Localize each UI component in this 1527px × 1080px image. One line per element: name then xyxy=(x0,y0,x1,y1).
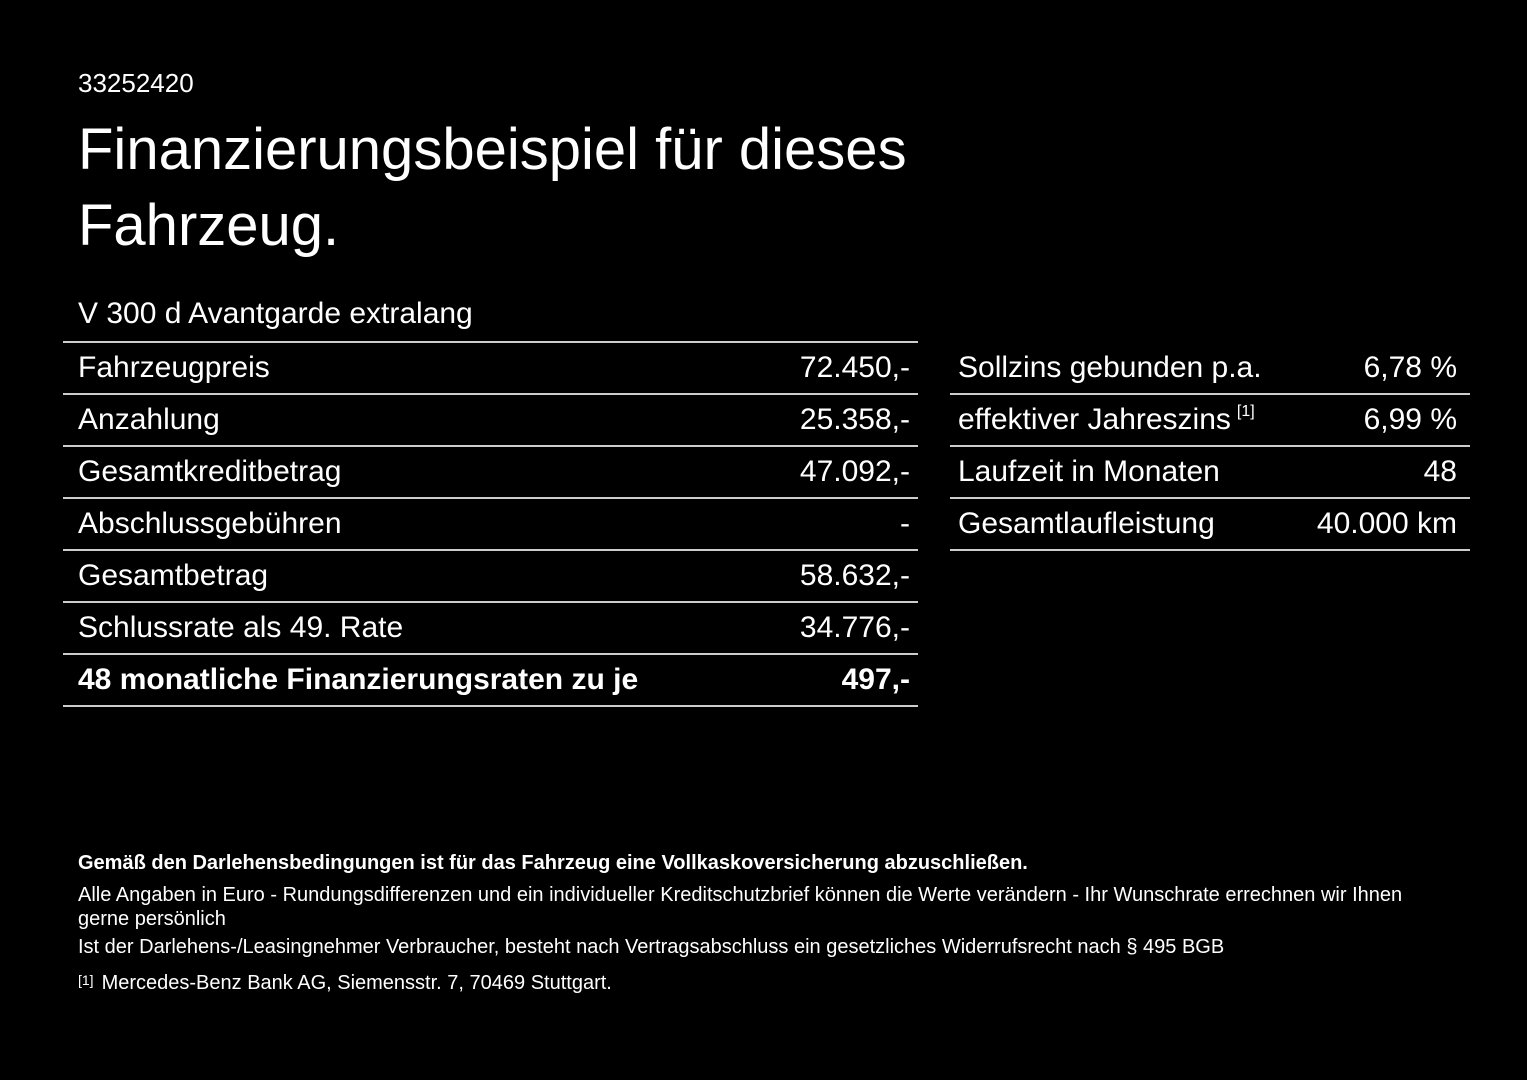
row-label: Laufzeit in Monaten xyxy=(958,455,1220,488)
row-value: 58.632,- xyxy=(799,559,910,592)
row-value: 25.358,- xyxy=(799,403,910,436)
footnotes-section xyxy=(78,851,1458,996)
page-title-line-1: Finanzierungsbeispiel für dieses xyxy=(78,117,907,182)
footnote-marker: [1] xyxy=(1236,403,1255,420)
row-label: Schlussrate als 49. Rate xyxy=(78,611,404,644)
row-label: Abschlussgebühren xyxy=(78,507,342,540)
row-value: 6,99 % xyxy=(1363,403,1457,436)
row-value: 34.776,- xyxy=(799,611,910,644)
table-row-schlussrate xyxy=(63,603,918,655)
table-row-anzahlung xyxy=(63,395,918,447)
insurance-note: Gemäß den Darlehensbedingungen ist für das Fahrzeug eine Vollkaskoversicherung abzuschließen. xyxy=(78,852,1028,874)
bank-reference xyxy=(78,971,1458,996)
table-row-abschlussgebuehren xyxy=(63,499,918,551)
row-value: 72.450,- xyxy=(799,351,910,384)
document-id: 33252420 xyxy=(78,68,194,98)
financing-table xyxy=(63,341,918,707)
row-value: 47.092,- xyxy=(799,455,910,488)
row-value: 48 xyxy=(1423,455,1457,488)
conditions-table xyxy=(950,341,1470,551)
footnote-marker: [1] xyxy=(78,972,94,988)
row-value: 6,78 % xyxy=(1363,351,1457,384)
row-label: Gesamtkreditbetrag xyxy=(78,455,342,488)
row-label: Fahrzeugpreis xyxy=(78,351,270,384)
row-label: Sollzins gebunden p.a. xyxy=(958,351,1262,384)
table-row-sollzins xyxy=(950,343,1470,395)
bank-reference-text: Mercedes-Benz Bank AG, Siemensstr. 7, 70469 Stuttgart. xyxy=(101,972,612,994)
row-label: Anzahlung xyxy=(78,403,220,436)
page-title-line-2: Fahrzeug. xyxy=(78,193,340,258)
row-value: - xyxy=(900,507,910,540)
table-row-gesamtbetrag xyxy=(63,551,918,603)
row-label: 48 monatliche Finanzierungsraten zu je xyxy=(78,663,639,696)
row-label: Gesamtlaufleistung xyxy=(958,507,1215,540)
row-label: Gesamtbetrag xyxy=(78,559,269,592)
table-row-effektiver-jahreszins xyxy=(950,395,1470,447)
table-row-monatsrate xyxy=(63,655,918,707)
row-value: 497,- xyxy=(841,663,910,696)
table-row-fahrzeugpreis xyxy=(63,343,918,395)
table-row-laufzeit xyxy=(950,447,1470,499)
row-label: effektiver Jahreszins [1] xyxy=(958,403,1255,436)
row-value: 40.000 km xyxy=(1316,507,1457,540)
vehicle-model: V 300 d Avantgarde extralang xyxy=(78,297,473,330)
withdrawal-note: Ist der Darlehens-/Leasingnehmer Verbraucher, besteht nach Vertragsabschluss ein gesetzliches Widerrufsrecht nach § 495 BGB xyxy=(78,936,1225,958)
table-row-gesamtlaufleistung xyxy=(950,499,1470,551)
page-title xyxy=(78,112,907,264)
rounding-note: Alle Angaben in Euro - Rundungsdifferenzen und ein individueller Kreditschutzbrief können die Werte verändern - Ihr Wunschrate errechnen wir Ihnen gerne persönlich xyxy=(78,884,1403,930)
table-row-gesamtkreditbetrag xyxy=(63,447,918,499)
